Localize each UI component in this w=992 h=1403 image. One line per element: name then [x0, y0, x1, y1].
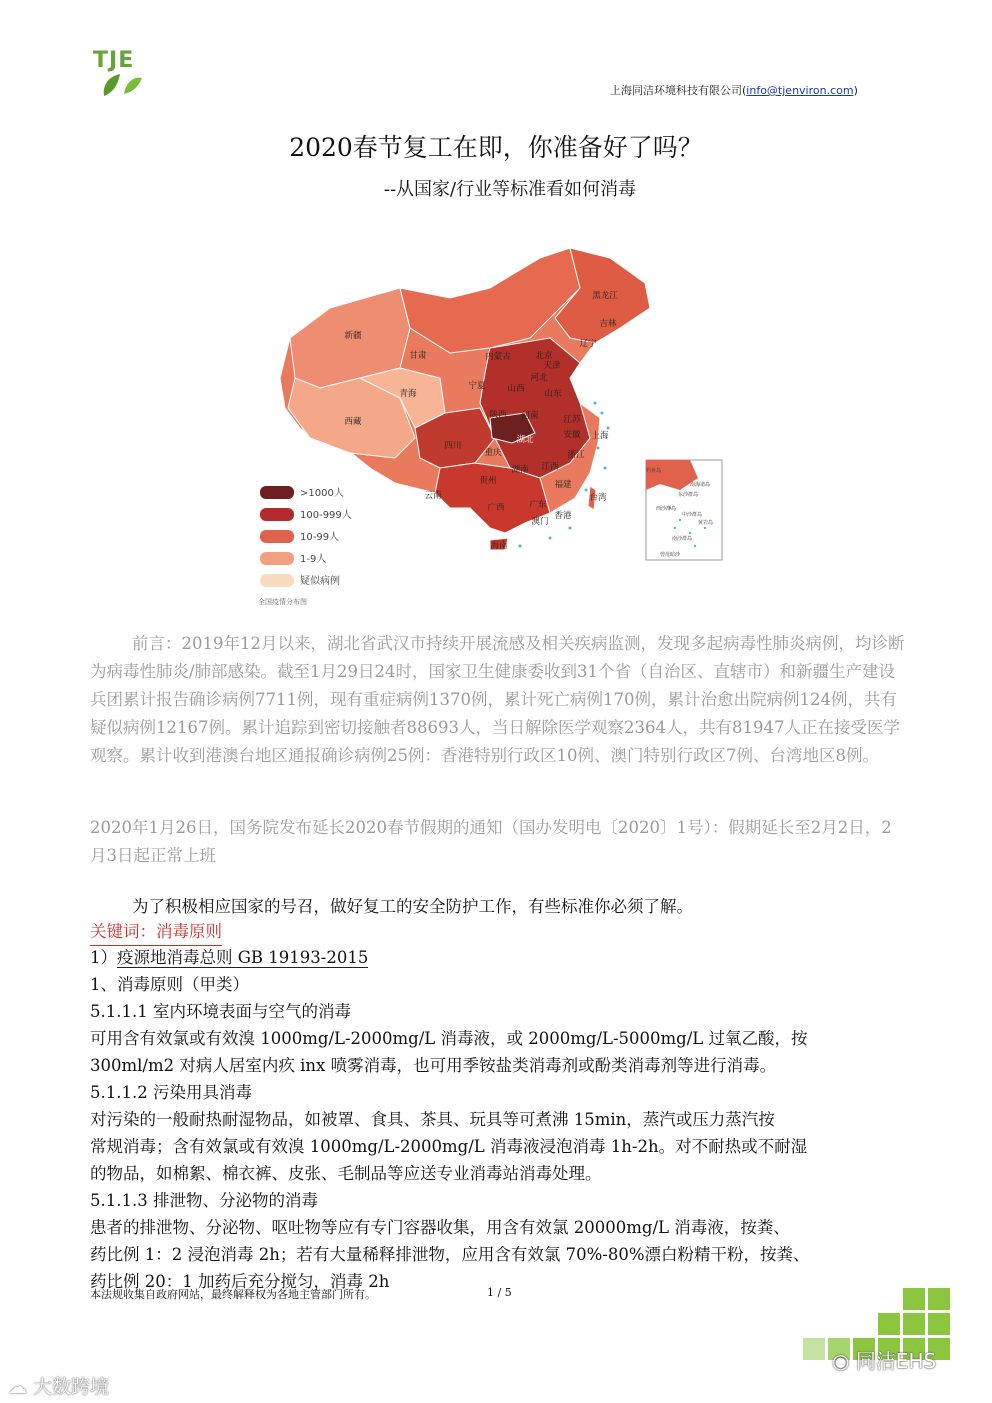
company-info: 上海同洁环境科技有限公司(info@tjenviron.com) [610, 84, 858, 97]
label-anhui: 安徽 [563, 430, 581, 440]
map-source: 全国疫情分布图 [258, 598, 307, 606]
preface-paragraph: 前言：2019年12月以来，湖北省武汉市持续开展流感及相关疾病监测，发现多起病毒性肺炎病例，均诊断为病毒性肺炎/肺部感染。截至1月29日24时，国家卫生健康委收到31个省（自治区、直辖市）和新疆生产建设兵团累计报告确诊病例7711例，现有重症病例1370例，累计死亡病例170例，累计治愈出院病例124例，共有疑似病例12167例。累计追踪到密切接触者88693人，当日解除医学观察2364人，共有81947人正在接受医学观察。累计收到港澳台地区通报确诊病例25例：香港特别行政区10例、澳门特别行政区7例、台湾地区8例。 [90, 634, 905, 765]
content-line: 药比例 1：2 浸泡消毒 2h；若有大量稀释排泄物，应用含有效氯 70%-80%漂白粉精干粉，按粪、 [90, 1245, 810, 1264]
label-zhejiang: 浙江 [567, 450, 585, 460]
label-guangdong: 广东 [529, 500, 547, 510]
label-zhongsha: 中沙群岛 [682, 512, 703, 518]
content-line: 5.1.1.1 室内环境表面与空气的消毒 [90, 1002, 351, 1021]
label-neimenggu: 内蒙古 [485, 352, 511, 362]
label-shaanxi: 陕西 [489, 410, 507, 420]
south-china-sea-inset [646, 460, 722, 560]
page-title: 2020春节复工在即，你准备好了吗？ [289, 133, 703, 162]
page-number: 1 / 5 [487, 1286, 512, 1299]
label-beijing: 北京 [535, 351, 553, 361]
email-link[interactable]: info@tjenviron.com [746, 84, 854, 97]
label-diaoyudao: 钓鱼岛 [646, 468, 662, 474]
label-jilin: 吉林 [599, 319, 617, 329]
legend-swatch-4 [260, 552, 294, 565]
company-logo: TJE [93, 48, 135, 73]
label-yunnan: 云南 [424, 491, 442, 501]
label-hubei: 湖北 [516, 435, 534, 445]
label-xinjiang: 新疆 [344, 331, 362, 341]
label-macau: 澳门 [531, 517, 549, 527]
label-chongqing: 重庆 [484, 448, 502, 458]
map-legend [258, 486, 352, 606]
call-to-action: 为了积极相应国家的号召，做好复工的安全防护工作，有些标准你必须了解。 [132, 897, 693, 916]
label-tianjin: 天津 [543, 361, 561, 371]
label-liaoning: 辽宁 [579, 339, 597, 349]
legend-swatch-3 [260, 530, 294, 543]
content-line: 患者的排泄物、分泌物、呕吐物等应有专门容器收集，用含有效氯 20000mg/L 消毒液，按粪、 [90, 1218, 790, 1237]
legend-label-3: 10-99人 [300, 532, 340, 543]
legend-label-4: 1-9人 [300, 554, 327, 565]
label-hainan: 海南 [490, 541, 508, 551]
content-line: 300ml/m2 对病人居室内疚 inx 喷雾消毒，也可用季铵盐类消毒剂或酚类消毒剂等进行消毒。 [90, 1056, 777, 1075]
legend-swatch-5 [260, 574, 294, 587]
wechat-icon: ◉ [832, 1349, 856, 1373]
label-guangxi: 广西 [487, 503, 505, 513]
label-gansu: 甘肃 [409, 351, 427, 361]
content-line: 对污染的一般耐热耐湿物品，如被罩、食具、茶具、玩具等可煮沸 15min，蒸汽或压力蒸汽按 [90, 1110, 775, 1129]
label-shanxi: 山西 [507, 384, 525, 394]
label-jiangxi: 江西 [541, 462, 559, 472]
label-nansha: 南沙群岛 [672, 536, 693, 542]
label-huangyan: 黄岩岛 [698, 520, 714, 526]
leaf-logo-icon [100, 70, 144, 98]
legend-label-1: >1000人 [300, 488, 344, 499]
page-subtitle: --从国家/行业等标准看如何消毒 [383, 179, 637, 200]
label-dongsha: 东沙群岛 [678, 492, 699, 498]
legend-label-5: 疑似病例 [300, 576, 340, 587]
legend-label-2: 100-999人 [300, 510, 352, 521]
content-line: 的物品，如棉絮、棉衣裤、皮张、毛制品等应送专业消毒站消毒处理。 [90, 1164, 602, 1183]
label-taiwan: 台湾 [589, 493, 607, 503]
holiday-notice: 2020年1月26日，国务院发布延长2020春节假期的通知（国办发明电〔2020〕1号）：假期延长至2月2日，2月3日起正常上班 [90, 818, 892, 865]
disinfection-content [90, 971, 910, 1295]
content-line: 可用含有效氯或有效溴 1000mg/L-2000mg/L 消毒液，或 2000mg/L-5000mg/L 过氧乙酸，按 [90, 1029, 808, 1048]
label-jiangsu: 江苏 [563, 415, 581, 425]
label-fujian: 福建 [554, 480, 572, 490]
wm-swirl-icon: ☁ [8, 1376, 34, 1398]
label-shandong: 山东 [544, 389, 562, 399]
content-line: 药比例 20：1 加药后充分搅匀，消毒 2h [90, 1272, 390, 1291]
label-heilongjiang: 黑龙江 [592, 291, 618, 301]
keyword-heading: 关键词：消毒原则 [90, 919, 222, 946]
legend-swatch-1 [260, 486, 294, 499]
label-guizhou: 贵州 [479, 476, 497, 486]
label-hebei: 河北 [530, 373, 548, 383]
content-line: 5.1.1.3 排泄物、分泌物的消毒 [90, 1191, 318, 1210]
label-nanhai: 南海诸岛 [690, 482, 711, 488]
legend-swatch-2 [260, 508, 294, 521]
content-line: 常规消毒；含有效氯或有效溴 1000mg/L-2000mg/L 消毒液浸泡消毒 1h-2h。对不耐热或不耐湿 [90, 1137, 808, 1156]
label-henan: 河南 [521, 411, 539, 421]
label-xizang: 西藏 [344, 417, 362, 427]
label-qinghai: 青海 [399, 389, 417, 399]
watermark-tongjie: ◉ 同洁EHS [832, 1349, 937, 1373]
label-ningxia: 宁夏 [468, 381, 486, 391]
standard-heading: 1）疫源地消毒总则 GB 19193-2015 [90, 948, 369, 967]
watermark-dashuju: ☁ 大数跨境 [8, 1376, 110, 1398]
content-line: 1、消毒原则（甲类） [90, 975, 249, 994]
china-epidemic-map [250, 228, 730, 608]
footer-note: 本法规收集自政府网站，最终解释权为各地主管部门所有。 [90, 1288, 376, 1301]
label-zengmu: 曾母暗沙 [660, 552, 681, 558]
label-sichuan: 四川 [444, 441, 462, 451]
label-xisha: 西沙群岛 [656, 506, 677, 512]
content-line: 5.1.1.2 污染用具消毒 [90, 1083, 252, 1102]
label-shanghai: 上海 [591, 431, 609, 441]
label-hunan: 湖南 [511, 465, 529, 475]
label-hongkong: 香港 [554, 511, 572, 521]
